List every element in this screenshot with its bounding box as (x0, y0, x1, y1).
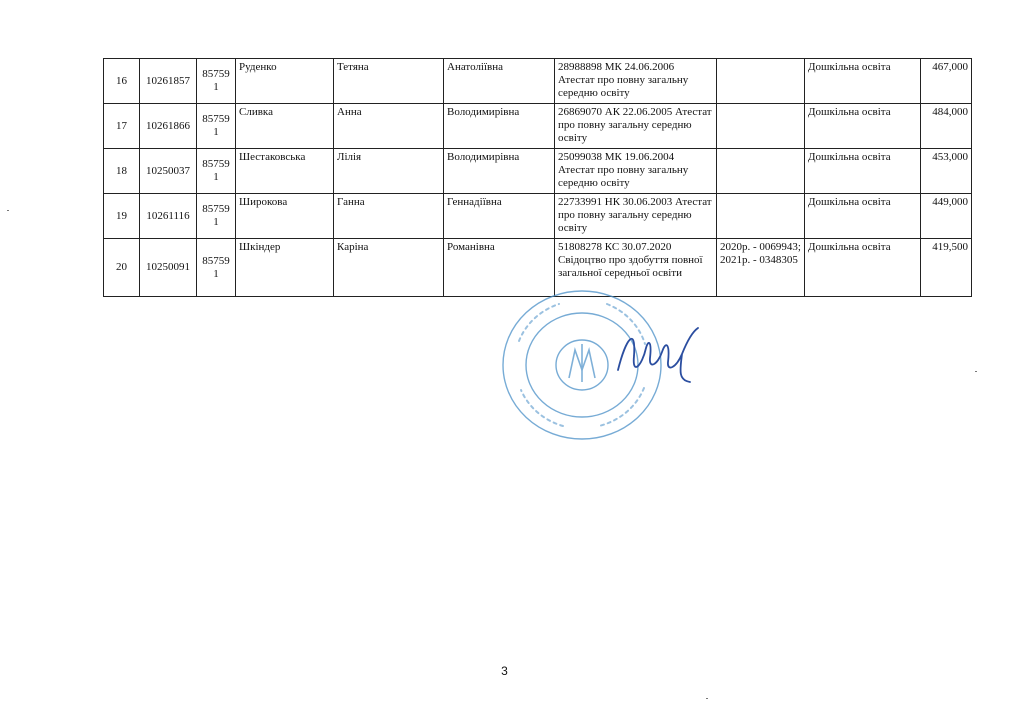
cell-patronymic: Анатоліївна (444, 59, 555, 104)
cell-specialty: Дошкільна освіта (805, 194, 921, 239)
cell-surname: Шестаковська (236, 149, 334, 194)
cell-num: 18 (104, 149, 140, 194)
cell-name: Лілія (334, 149, 444, 194)
cell-patronymic: Геннадіївна (444, 194, 555, 239)
table-row (104, 149, 972, 194)
cell-num: 16 (104, 59, 140, 104)
cell-code: 857591 (197, 59, 236, 104)
signature-stroke (618, 328, 698, 382)
cell-document: 25099038 МК 19.06.2004 Атестат про повну загальну середню освіту (555, 149, 717, 194)
stamp-emblem (569, 344, 595, 382)
cell-code: 857591 (197, 104, 236, 149)
cell-num: 19 (104, 194, 140, 239)
cell-extra: 2020р. - 0069943; 2021р. - 0348305 (717, 239, 805, 297)
table-row (104, 104, 972, 149)
cell-id: 10250091 (140, 239, 197, 297)
table-row (104, 59, 972, 104)
cell-specialty: Дошкільна освіта (805, 149, 921, 194)
cell-patronymic: Романівна (444, 239, 555, 297)
cell-name: Тетяна (334, 59, 444, 104)
cell-score: 484,000 (921, 104, 972, 149)
scan-speck (706, 698, 708, 699)
cell-score: 449,000 (921, 194, 972, 239)
cell-name: Каріна (334, 239, 444, 297)
cell-surname: Широкова (236, 194, 334, 239)
cell-specialty: Дошкільна освіта (805, 239, 921, 297)
cell-patronymic: Володимирівна (444, 104, 555, 149)
cell-extra (717, 194, 805, 239)
cell-num: 20 (104, 239, 140, 297)
cell-document: 51808278 КС 30.07.2020 Свідоцтво про здобуття повної загальної середньої освіти (555, 239, 717, 297)
cell-code: 857591 (197, 194, 236, 239)
cell-document: 26869070 АК 22.06.2005 Атестат про повну загальну середню освіту (555, 104, 717, 149)
cell-code: 857591 (197, 149, 236, 194)
cell-code: 857591 (197, 239, 236, 297)
cell-score: 453,000 (921, 149, 972, 194)
cell-id: 10261866 (140, 104, 197, 149)
signature-mark (612, 318, 708, 390)
cell-id: 10261116 (140, 194, 197, 239)
cell-document: 28988898 МК 24.06.2006 Атестат про повну загальну середню освіту (555, 59, 717, 104)
cell-patronymic: Володимирівна (444, 149, 555, 194)
cell-surname: Сливка (236, 104, 334, 149)
cell-score: 419,500 (921, 239, 972, 297)
scan-speck (975, 371, 977, 372)
table-row (104, 194, 972, 239)
cell-extra (717, 149, 805, 194)
applicants-table (103, 58, 972, 297)
cell-extra (717, 59, 805, 104)
scan-speck (7, 210, 9, 211)
cell-score: 467,000 (921, 59, 972, 104)
cell-surname: Руденко (236, 59, 334, 104)
cell-id: 10261857 (140, 59, 197, 104)
cell-num: 17 (104, 104, 140, 149)
cell-name: Ганна (334, 194, 444, 239)
page-number: 3 (501, 664, 508, 678)
cell-document: 22733991 НК 30.06.2003 Атестат про повну загальну середню освіту (555, 194, 717, 239)
cell-specialty: Дошкільна освіта (805, 104, 921, 149)
cell-surname: Шкіндер (236, 239, 334, 297)
cell-name: Анна (334, 104, 444, 149)
cell-id: 10250037 (140, 149, 197, 194)
cell-extra (717, 104, 805, 149)
cell-specialty: Дошкільна освіта (805, 59, 921, 104)
